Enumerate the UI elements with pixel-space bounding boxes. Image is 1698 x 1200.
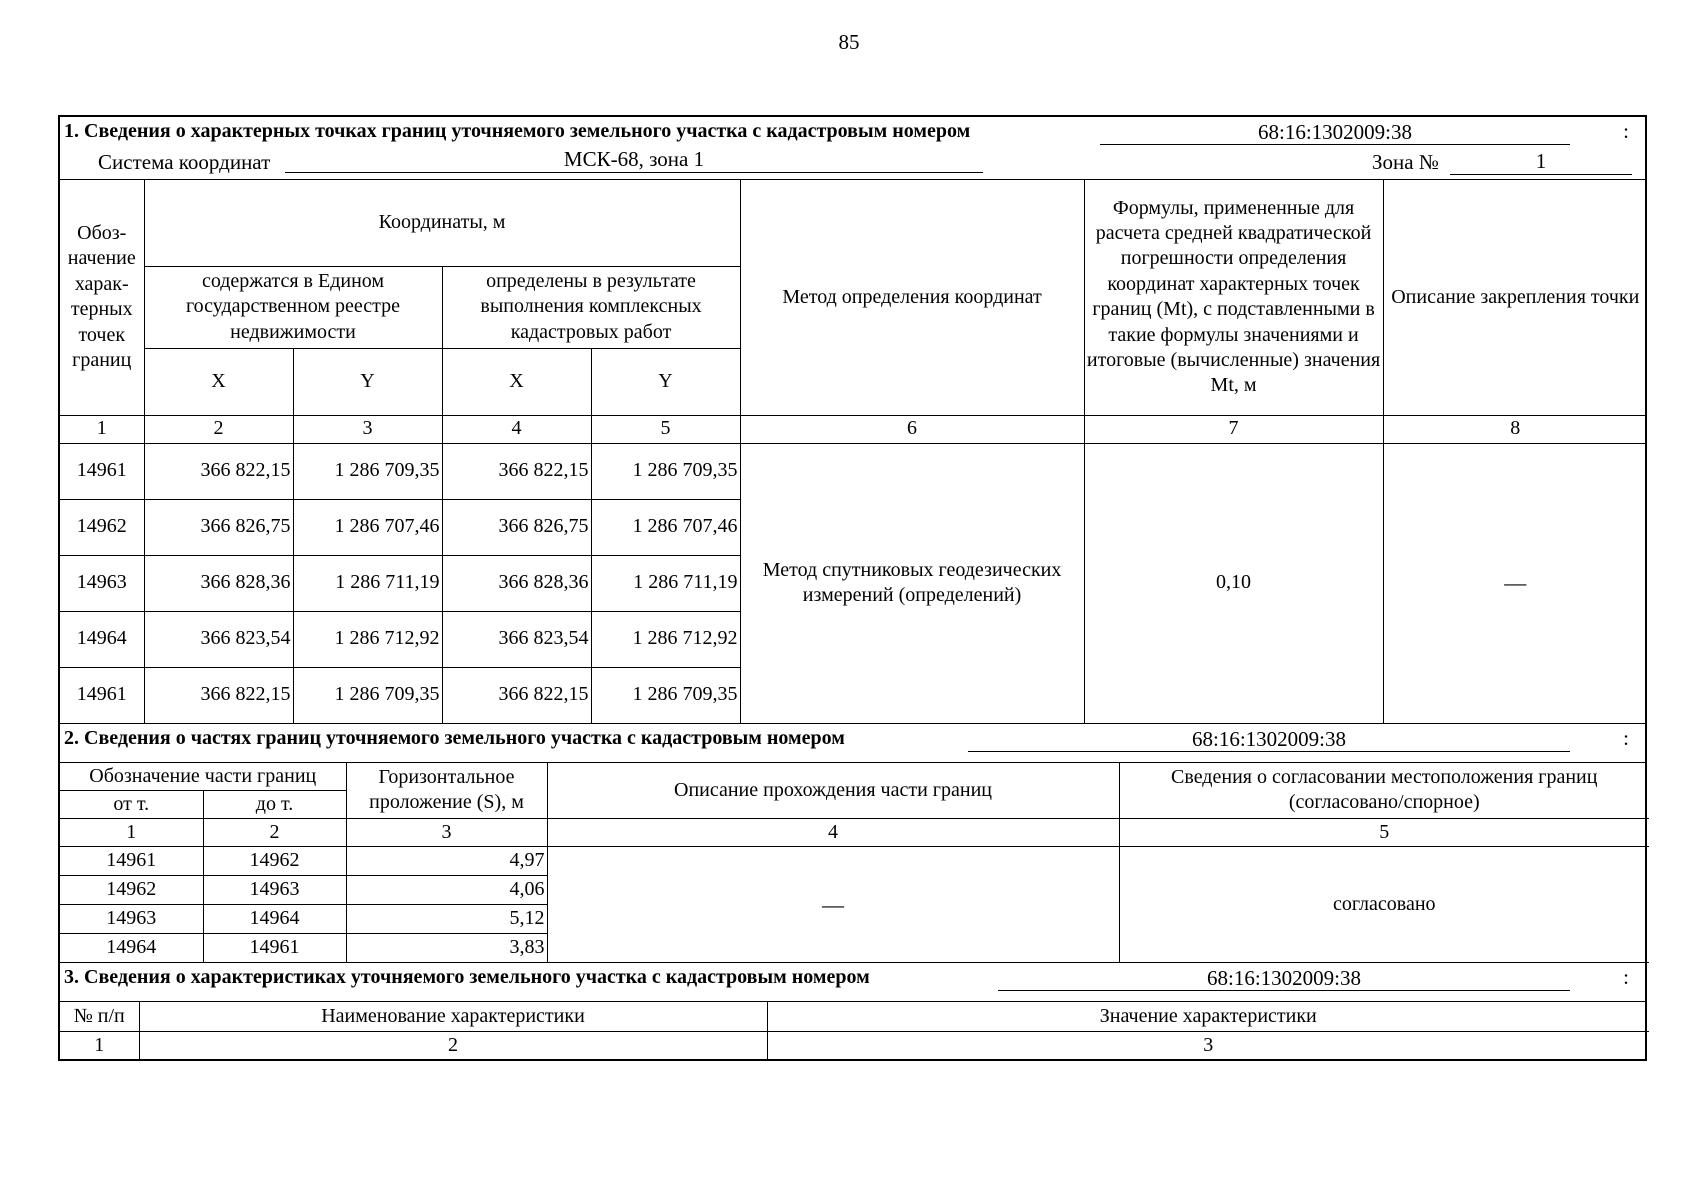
to-point: 14964 — [203, 905, 346, 934]
x-determined: 366 828,36 — [442, 555, 591, 611]
from-point: 14963 — [60, 905, 203, 934]
header-fixing: Описание закрепления точки — [1383, 180, 1647, 415]
column-number: 1 — [60, 819, 203, 847]
point-id: 14961 — [60, 667, 144, 723]
x-determined: 366 823,54 — [442, 611, 591, 667]
points-table — [60, 180, 1647, 724]
agreement-value: согласовано — [1119, 847, 1649, 963]
header-egrn: содержатся в Едином государственном реестре недвижимости — [144, 266, 442, 348]
column-number: 2 — [139, 1031, 767, 1059]
cadastral-form — [58, 115, 1647, 1061]
parts-table — [60, 763, 1649, 964]
header-method: Метод определения координат — [740, 180, 1084, 415]
y-determined: 1 286 711,19 — [591, 555, 740, 611]
y-determined: 1 286 707,46 — [591, 499, 740, 555]
horizontal-length: 4,97 — [346, 847, 547, 876]
section2-title: 2. Сведения о частях границ уточняемого земельного участка с кадастровым номером — [64, 726, 845, 749]
y-determined: 1 286 709,35 — [591, 443, 740, 499]
column-number: 2 — [203, 819, 346, 847]
characteristics-table — [60, 1002, 1649, 1059]
x-egrn: 366 822,15 — [144, 667, 293, 723]
coordinate-system-label: Система координат — [98, 150, 271, 174]
header-point-designation: Обоз- начение харак- терных точек границ — [60, 180, 144, 415]
x-egrn: 366 822,15 — [144, 443, 293, 499]
header-coordinates: Координаты, м — [144, 180, 740, 266]
x-determined: 366 822,15 — [442, 667, 591, 723]
header-y-egrn: Y — [293, 348, 442, 415]
table-row — [60, 847, 1649, 876]
point-id: 14961 — [60, 443, 144, 499]
section1-header — [60, 117, 1645, 180]
from-point: 14962 — [60, 876, 203, 905]
column-number: 3 — [293, 415, 442, 443]
x-egrn: 366 823,54 — [144, 611, 293, 667]
section3-header — [60, 963, 1645, 1002]
horizontal-length: 3,83 — [346, 934, 547, 963]
x-egrn: 366 828,36 — [144, 555, 293, 611]
point-id: 14964 — [60, 611, 144, 667]
horizontal-length: 4,06 — [346, 876, 547, 905]
mt-value: 0,10 — [1084, 443, 1383, 723]
header-determined: определены в результате выполнения комплексных кадастровых работ — [442, 266, 740, 348]
column-number: 2 — [144, 415, 293, 443]
header-from: от т. — [60, 791, 203, 819]
column-number: 1 — [60, 415, 144, 443]
column-number: 3 — [767, 1031, 1649, 1059]
header-agreement: Сведения о согласовании местоположения границ (согласовано/спорное) — [1119, 763, 1649, 819]
method-value: Метод спутниковых геодезических измерений (определений) — [740, 443, 1084, 723]
section1-cadastral-number: 68:16:1302009:38 — [1100, 120, 1570, 145]
y-determined: 1 286 712,92 — [591, 611, 740, 667]
x-determined: 366 826,75 — [442, 499, 591, 555]
point-id: 14963 — [60, 555, 144, 611]
to-point: 14963 — [203, 876, 346, 905]
header-row-number: № п/п — [60, 1002, 139, 1031]
y-egrn: 1 286 711,19 — [293, 555, 442, 611]
column-number: 4 — [442, 415, 591, 443]
fixing-value: — — [1383, 443, 1647, 723]
column-number: 7 — [1084, 415, 1383, 443]
section3-title: 3. Сведения о характеристиках уточняемого земельного участка с кадастровым номером — [64, 966, 870, 988]
page-number: 85 — [838, 30, 860, 54]
y-egrn: 1 286 709,35 — [293, 667, 442, 723]
header-characteristic-name: Наименование характеристики — [139, 1002, 767, 1031]
to-point: 14961 — [203, 934, 346, 963]
y-egrn: 1 286 707,46 — [293, 499, 442, 555]
header-formulas: Формулы, примененные для расчета средней квадратической погрешности определения координат характерных точек границ (Mt), с подставленными в такие формулы значениями и итоговые (вычисленные) значения Mt, м — [1084, 180, 1383, 415]
section1-title: 1. Сведения о характерных точках границ уточняемого земельного участка с кадастровым номером — [64, 120, 971, 142]
column-number: 4 — [547, 819, 1119, 847]
header-to: до т. — [203, 791, 346, 819]
section2-header — [60, 724, 1645, 763]
header-x-egrn: X — [144, 348, 293, 415]
to-point: 14962 — [203, 847, 346, 876]
y-egrn: 1 286 712,92 — [293, 611, 442, 667]
header-horizontal-length: Горизонтальное проложение (S), м — [346, 763, 547, 819]
coordinate-system-value: МСК-68, зона 1 — [285, 148, 983, 173]
y-egrn: 1 286 709,35 — [293, 443, 442, 499]
header-y-determined: Y — [591, 348, 740, 415]
column-number: 3 — [346, 819, 547, 847]
zone-label: Зона № — [1372, 150, 1439, 174]
x-egrn: 366 826,75 — [144, 499, 293, 555]
zone-value: 1 — [1450, 150, 1632, 175]
column-number: 6 — [740, 415, 1084, 443]
column-number: 5 — [591, 415, 740, 443]
y-determined: 1 286 709,35 — [591, 667, 740, 723]
header-part-designation: Обозначение части границ — [60, 763, 346, 791]
column-number: 1 — [60, 1031, 139, 1059]
from-point: 14964 — [60, 934, 203, 963]
header-x-determined: X — [442, 348, 591, 415]
part-description-value: — — [547, 847, 1119, 963]
horizontal-length: 5,12 — [346, 905, 547, 934]
header-characteristic-value: Значение характеристики — [767, 1002, 1649, 1031]
section2-cadastral-number: 68:16:1302009:38 — [968, 727, 1570, 752]
section2-colon: : — [1623, 725, 1629, 750]
table-row — [60, 443, 1647, 499]
column-number: 8 — [1383, 415, 1647, 443]
point-id: 14962 — [60, 499, 144, 555]
section1-colon: : — [1623, 119, 1629, 143]
column-number: 5 — [1119, 819, 1649, 847]
header-part-description: Описание прохождения части границ — [547, 763, 1119, 819]
from-point: 14961 — [60, 847, 203, 876]
x-determined: 366 822,15 — [442, 443, 591, 499]
section3-colon: : — [1623, 965, 1629, 989]
section3-cadastral-number: 68:16:1302009:38 — [998, 966, 1570, 991]
